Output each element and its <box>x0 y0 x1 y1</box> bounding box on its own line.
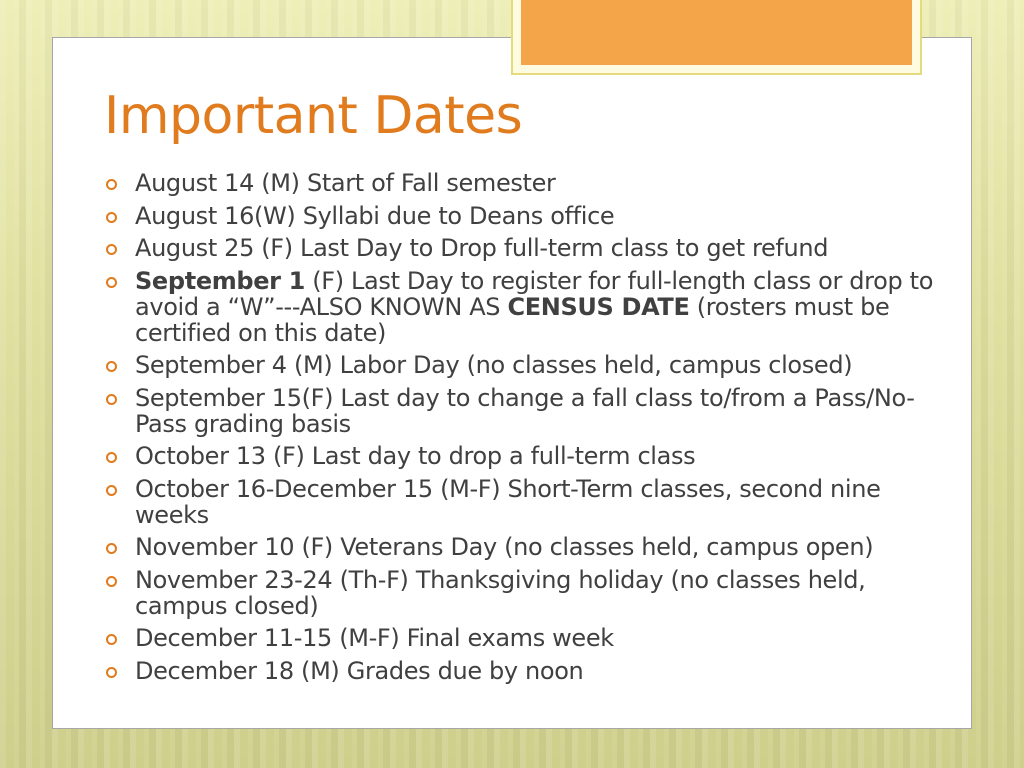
list-item <box>104 385 954 437</box>
list-item-text: December 18 (M) Grades due by noon <box>135 656 584 685</box>
bullet-icon <box>106 394 117 405</box>
bullet-icon <box>106 452 117 463</box>
list-item-text: November 10 (F) Veterans Day (no classes held, campus open) <box>135 533 874 561</box>
bullet-icon <box>106 212 117 223</box>
list-item <box>104 235 954 261</box>
list-item <box>104 170 954 196</box>
list-item-text: August 14 (M) Start of Fall semester <box>135 169 556 197</box>
important-dates-list <box>104 170 954 690</box>
bullet-icon <box>106 634 117 645</box>
slide-title: Important Dates <box>104 86 523 146</box>
list-item <box>104 443 954 469</box>
bullet-icon <box>106 179 117 190</box>
list-item <box>104 625 954 651</box>
list-item-text: August 25 (F) Last Day to Drop full-term class to get refund <box>135 234 829 262</box>
bullet-icon <box>106 277 117 288</box>
list-item-text: August 16(W) Syllabi due to Deans office <box>135 201 615 230</box>
bullet-icon <box>106 576 117 587</box>
list-item-text: (F) Last Day to register for full-length class or drop to avoid a “W”---ALSO KNOWN AS <box>135 266 934 321</box>
bullet-icon <box>106 543 117 554</box>
accent-tab <box>511 0 922 75</box>
list-item <box>104 476 954 528</box>
bullet-icon <box>106 361 117 372</box>
list-item-text: December 11-15 (M-F) Final exams week <box>135 624 614 652</box>
list-item <box>104 203 954 229</box>
list-item-text: November 23-24 (Th-F) Thanksgiving holiday (no classes held, campus closed) <box>135 565 866 620</box>
bullet-icon <box>106 667 117 678</box>
list-item <box>104 567 954 619</box>
list-item <box>104 534 954 560</box>
bullet-icon <box>106 244 117 255</box>
list-item <box>104 268 954 346</box>
list-item-text: (rosters must be certified on this date) <box>135 292 890 347</box>
list-item-text: October 16-December 15 (M-F) Short-Term classes, second nine weeks <box>135 474 881 529</box>
list-item-text: October 13 (F) Last day to drop a full-term class <box>135 442 696 470</box>
census-date-label: September 1 <box>135 266 305 295</box>
census-date-emphasis: CENSUS DATE <box>507 292 690 321</box>
list-item <box>104 352 954 378</box>
list-item-text: September 4 (M) Labor Day (no classes held, campus closed) <box>135 351 853 379</box>
list-item <box>104 658 954 684</box>
accent-bar <box>521 0 912 65</box>
bullet-icon <box>106 485 117 496</box>
list-item-text: September 15(F) Last day to change a fall class to/from a Pass/No-Pass grading basis <box>135 383 915 438</box>
